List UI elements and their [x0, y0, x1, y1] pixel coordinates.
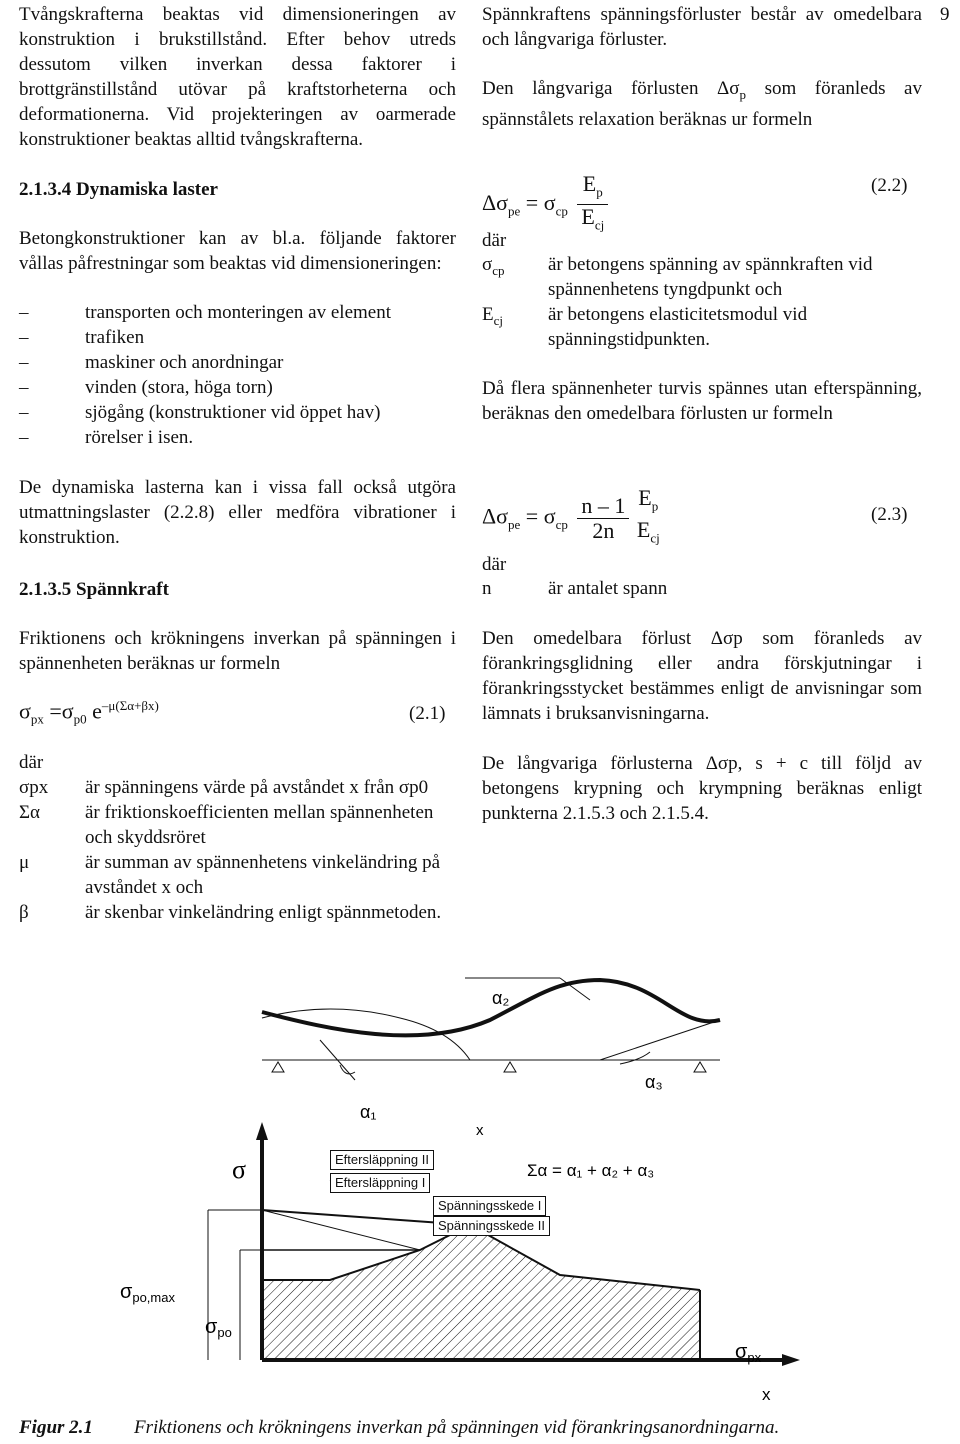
spänningsskede-i-label: Spänningsskede I	[433, 1196, 546, 1216]
prestress-diagram	[0, 960, 960, 1410]
tendon-curve	[262, 980, 720, 1035]
multiple-units-paragraph: Då flera spännenheter turvis spännes utan efterspänning, beräknas den omedelbara förlusten ur formeln	[482, 378, 922, 424]
stress-diagram	[208, 1122, 800, 1366]
x-top-label: x	[476, 1122, 484, 1139]
support-left-icon	[272, 1062, 284, 1072]
sigma-px-label: $\sigma_{px}$	[735, 1341, 762, 1365]
definition-symbol: $E_{cj}$	[482, 304, 503, 328]
x-axis-label: x	[762, 1385, 771, 1404]
equation-2-1-number: (2.1)	[409, 703, 446, 724]
definition-beta	[19, 900, 456, 952]
sigma-po-max-label: $\sigma_{po,max}$	[120, 1281, 175, 1305]
list-item: – trafiken	[19, 325, 456, 350]
equation-2-1: $\sigma_{px} =\sigma_{p0}$ $e^{-\mu(\Sigma\alpha+\beta x)}$	[19, 698, 159, 727]
page-number: 9	[940, 4, 950, 25]
eftersläppning-ii-label: Eftersläppning II	[330, 1150, 434, 1170]
equation-2-3: $\Delta\sigma_{pe} = \sigma_{cp}$ $\frac{n - 1}{2n}$ $E_p$ $E_{cj}$	[482, 485, 660, 546]
definition-ecj	[482, 302, 922, 352]
definition-symbol: Σα	[19, 802, 41, 823]
definition-n	[482, 576, 922, 602]
equation-2-2-number: (2.2)	[871, 175, 908, 196]
spänningsskede-ii-label: Spänningsskede II	[433, 1216, 550, 1236]
sigma-axis-label: σ	[232, 1155, 247, 1184]
definition-sum-alpha	[19, 800, 456, 852]
definition-scp	[482, 252, 922, 302]
tendon-profile	[262, 978, 720, 1080]
definition-text: är summan av spännenhetens vinkeländring på avståndet x och	[85, 852, 441, 898]
immediate-loss-paragraph: Den omedelbara förlust Δσp som föranleds av förankringsglidning eller andra förskjutningar i förankringsstycket bestämmes enligt de anvisningar som lämnats i bruksanvisningarna.	[482, 628, 922, 724]
definition-symbol: β	[19, 902, 29, 923]
sum-alpha-equation: Σα = α₁ + α₂ + α₃	[527, 1161, 655, 1180]
dynamic-loads-list	[19, 300, 456, 450]
figure-label: Figur 2.1	[19, 1417, 93, 1438]
intro-paragraph: Tvångskrafterna beaktas vid dimensioneringen av konstruktion i brukstillstånd. Efter behov utreds dessutom vilken inverkan dessa faktorer i brottgränstillstånd utövar på kraftstorheterna och deformationerna. Vid projekteringen av oarmerade konstruktioner beaktas alltid tvångskrafterna.	[19, 4, 456, 150]
alpha1-label: α₁	[360, 1102, 377, 1122]
list-item: – transporten och monteringen av element	[19, 300, 456, 325]
long-term-loss-paragraph: De långvariga förlusterna Δσp, s + c till följd av betongens krypning och krympning beräknas enligt punkterna 2.1.5.3 och 2.1.5.4.	[482, 753, 922, 824]
definition-text: är friktionskoefficienten mellan spännenheten och skyddsröret	[85, 802, 434, 848]
where-label: där	[482, 230, 507, 251]
relaxation-paragraph: Den långvariga förlusten $\Delta\sigma_p$ som föranleds av spännstålets relaxation beräknas ur formeln	[482, 78, 922, 130]
list-item: – sjögång (konstruktioner vid öppet hav)	[19, 400, 456, 425]
where-label: där	[482, 554, 507, 575]
list-item: – maskiner och anordningar	[19, 350, 456, 375]
where-label: där	[19, 752, 44, 773]
support-right-icon	[694, 1062, 706, 1072]
x-axis-arrow-icon	[782, 1354, 800, 1366]
definition-text: är betongens elasticitetsmodul vid spänningstidpunkten.	[548, 304, 808, 350]
definition-text: är spänningens värde på avståndet x från σp0	[85, 777, 429, 798]
dynamic-loads-paragraph-2: De dynamiska lasterna kan i vissa fall också utgöra utmattningslaster (2.2.8) eller medföra vibrationer i konstruktion.	[19, 477, 456, 548]
relaxation-text-b: som föranleds av spännstålets relaxation beräknas ur formeln	[482, 78, 922, 130]
heading-prestress: 2.1.3.5 Spännkraft	[19, 579, 169, 600]
dynamic-loads-paragraph: Betongkonstruktioner kan av bl.a. följande faktorer vållas påfrestningar som beaktas vid dimensioneringen:	[19, 228, 456, 274]
definition-text: är skenbar vinkeländring enligt spännmetoden.	[85, 902, 442, 923]
figure-2-1	[0, 960, 960, 1410]
definition-spx	[19, 775, 456, 801]
definition-mu	[19, 850, 456, 902]
equation-2-2: $\Delta\sigma_{pe} = \sigma_{cp}$ $E_p$ $E_{cj}$	[482, 172, 608, 238]
heading-dynamic-loads: 2.1.3.4 Dynamiska laster	[19, 179, 218, 200]
definition-text: är betongens spänning av spännkraften vid spännenhetens tyngdpunkt och	[548, 254, 873, 300]
eftersläppning-i-label: Eftersläppning I	[330, 1173, 430, 1193]
figure-caption-text: Friktionens och krökningens inverkan på spänningen vid förankringsanordningarna.	[134, 1417, 780, 1438]
prestress-paragraph: Friktionens och krökningens inverkan på spänningen i spännenheten beräknas ur formeln	[19, 628, 456, 674]
definition-text: är antalet spann	[548, 578, 668, 599]
definition-symbol: n	[482, 578, 492, 599]
equation-2-3-number: (2.3)	[871, 504, 908, 525]
losses-paragraph: Spännkraftens spänningsförluster består av omedelbara och långvariga förluster.	[482, 4, 922, 50]
figure-caption	[19, 1415, 939, 1440]
sigma-axis-arrow-icon	[256, 1122, 268, 1140]
support-mid-icon	[504, 1062, 516, 1072]
relaxation-text-a: Den långvariga förlusten Δσ	[482, 78, 740, 99]
sigma-po-label: $\sigma_{po}$	[205, 1316, 232, 1340]
definition-symbol: μ	[19, 852, 30, 873]
list-item: – rörelser i isen.	[19, 425, 456, 450]
list-item: – vinden (stora, höga torn)	[19, 375, 456, 400]
alpha3-label: α₃	[645, 1072, 663, 1092]
definition-symbol: $\sigma_{cp}$	[482, 254, 505, 278]
alpha2-label: α₂	[492, 988, 510, 1008]
definition-symbol: σpx	[19, 777, 49, 798]
